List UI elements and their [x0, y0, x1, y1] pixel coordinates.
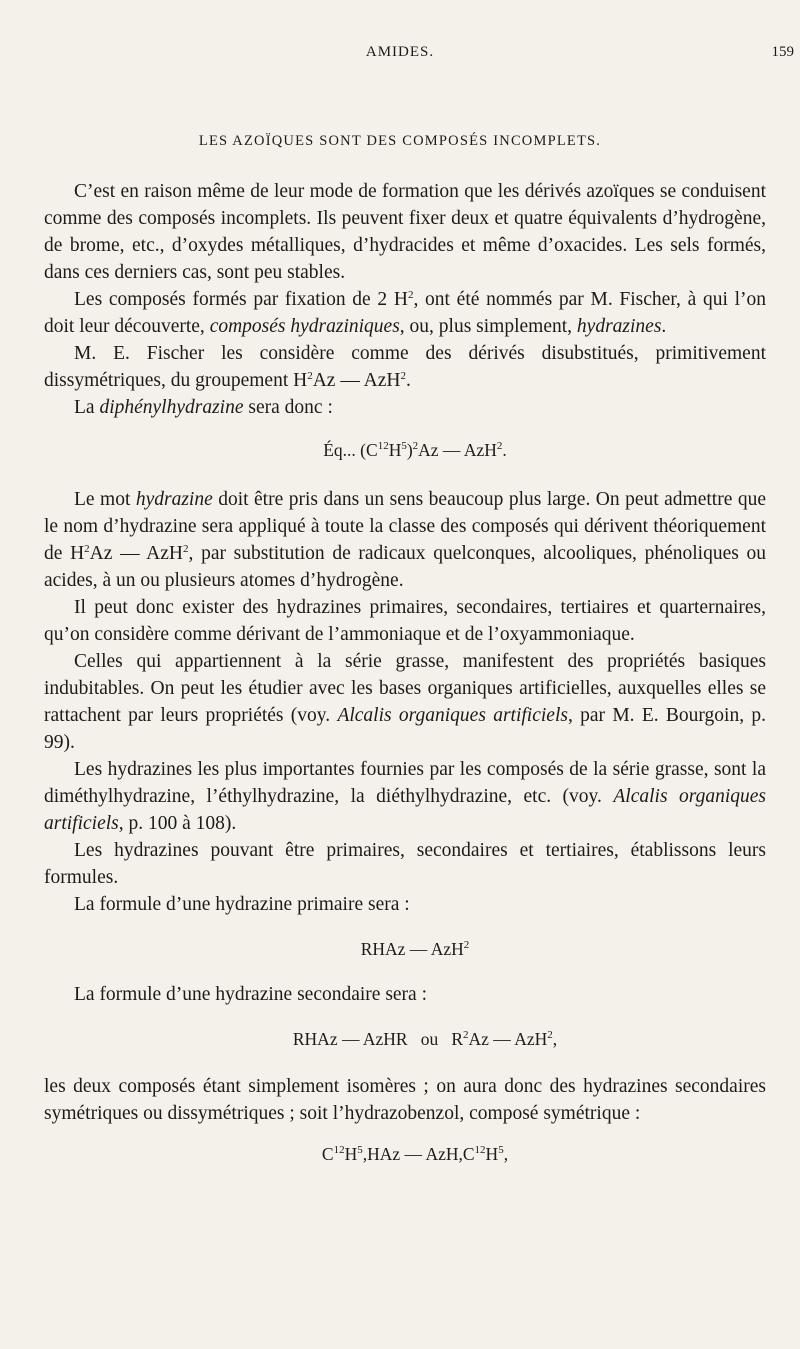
- text-run: , ont été nommés par M. Fischer, à qui l’on doit leur découverte,: [44, 289, 767, 337]
- italic-reference: Alcalis organiques artificiels: [337, 705, 568, 726]
- superscript: 2: [463, 939, 470, 951]
- text-run: , ou, plus simplement,: [399, 316, 577, 337]
- text-run: Celles qui appartiennent à la série grasse, manifestent des propriétés basiques indubitables. On peut les étudier avec les bases organiques artificielles, auxquelles elles se rattachent par leurs propriétés (voy.: [44, 651, 766, 726]
- text-run: sera donc :: [243, 397, 333, 418]
- superscript: 2: [407, 289, 414, 301]
- text-run: , par M. E. Bourgoin, p. 99).: [44, 705, 767, 753]
- formula-run: ,: [552, 1029, 558, 1049]
- paragraph-1: C’est en raison même de leur mode de formation que les dérivés azoïques se conduisent comme des composés incomplets. Ils peuvent fixer deux et quatre équivalents d’hydrogène, de brome, etc., d’oxydes métalliques, d’hydracides et même d’oxacides. Les sels formés, dans ces derniers cas, sont peu stables.: [44, 181, 766, 283]
- superscript: 2: [412, 440, 419, 452]
- formula-run: Éq... (C: [323, 440, 378, 460]
- paragraph-9: Les hydrazines pouvant être primaires, secondaires et tertiaires, établissons leurs formules.: [44, 840, 766, 888]
- text-run: , p. 100 à 108).: [118, 813, 237, 834]
- superscript: 2: [496, 440, 503, 452]
- formula-secondary-hydrazine: [84, 1026, 766, 1053]
- italic-term: hydrazine: [135, 489, 213, 510]
- formula-run: ,: [503, 1144, 509, 1164]
- text-run: M. E. Fischer les considère comme des dérivés disubstitués, primitivement dissymétriques, du groupement H: [44, 343, 766, 391]
- formula-run: .: [502, 440, 507, 460]
- superscript: 12: [474, 1144, 486, 1156]
- text-run: .: [661, 316, 667, 337]
- text-run: La: [74, 397, 100, 418]
- running-head: [0, 44, 800, 66]
- paragraph-4: [44, 394, 766, 421]
- formula-hydrazobenzol: [64, 1141, 766, 1168]
- section-title: LES AZOÏQUES SONT DES COMPOSÉS INCOMPLETS.: [198, 133, 602, 149]
- formula-run: H: [344, 1144, 358, 1164]
- formula-run: RHAz — AzHR ou R: [292, 1029, 464, 1049]
- superscript: 2: [547, 1029, 553, 1041]
- paragraph-12: les deux composés étant simplement isomères ; on aura donc des hydrazines secondaires symétriques ou dissymétriques ; soit l’hydrazobenzol, composé symétrique :: [44, 1076, 766, 1124]
- superscript: 2: [307, 370, 313, 382]
- superscript: 2: [463, 1029, 469, 1041]
- formula-run: C: [321, 1144, 334, 1164]
- paragraph-11: La formule d’une hydrazine secondaire sera :: [74, 984, 427, 1005]
- paragraph-10: La formule d’une hydrazine primaire sera :: [74, 894, 410, 915]
- text-run: Az — AzH: [89, 543, 184, 564]
- formula-run: H: [388, 440, 402, 460]
- text-run: doit être pris dans un sens beaucoup plus large. On peut admettre que le nom d’hydrazine sera appliqué à toute la classe des composés qui dérivent théoriquement de H: [44, 489, 766, 564]
- italic-term: diphénylhydrazine: [99, 397, 244, 418]
- formula-diphenylhydrazine: [64, 437, 766, 464]
- paragraph-3: [44, 340, 766, 394]
- text-run: Le mot: [74, 489, 136, 510]
- paragraph-5: [44, 486, 766, 594]
- paragraph-2: [44, 286, 766, 340]
- italic-reference: Alcalis organiques artificiels: [44, 786, 767, 834]
- formula-run: ): [406, 440, 413, 460]
- text-run: Les hydrazines les plus importantes fournies par les composés de la série grasse, sont la diméthylhydrazine, l’éthylhydrazine, la diéthylhydrazine, etc. (voy.: [44, 759, 766, 807]
- formula-run: ,HAz — AzH,C: [362, 1144, 475, 1164]
- formula-run: H: [485, 1144, 499, 1164]
- paragraph-6: Il peut donc exister des hydrazines primaires, secondaires, tertiaires et quarternaires, qu’on considère comme dérivant de l’ammoniaque et de l’oxyammoniaque.: [44, 597, 766, 645]
- formula-run: RHAz — AzH: [360, 939, 464, 959]
- paragraph-7: [44, 648, 766, 756]
- superscript: 12: [377, 440, 389, 452]
- text-run: .: [405, 370, 411, 391]
- superscript: 5: [401, 440, 407, 452]
- running-title: AMIDES.: [365, 44, 435, 60]
- formula-run: Az — AzH: [418, 440, 497, 460]
- text-run: Az — AzH: [312, 370, 401, 391]
- text-run: Les composés formés par fixation de 2 H: [74, 289, 408, 310]
- paragraph-8: [44, 756, 766, 837]
- text-run: , par substitution de radicaux quelconques, alcooliques, phénoliques ou acides, à un ou plusieurs atomes d’hydrogène.: [44, 543, 766, 591]
- superscript: 2: [84, 543, 90, 555]
- superscript: 12: [333, 1144, 345, 1156]
- superscript: 5: [357, 1144, 363, 1156]
- body-text: [44, 178, 766, 1168]
- formula-run: Az — AzH: [468, 1029, 548, 1049]
- superscript: 2: [400, 370, 406, 382]
- formula-primary-hydrazine: [64, 936, 766, 963]
- italic-term: composés hydraziniques: [209, 316, 400, 337]
- page-number: 159: [771, 44, 794, 60]
- superscript: 5: [498, 1144, 504, 1156]
- italic-term: hydrazines: [576, 316, 662, 337]
- superscript: 2: [183, 543, 189, 555]
